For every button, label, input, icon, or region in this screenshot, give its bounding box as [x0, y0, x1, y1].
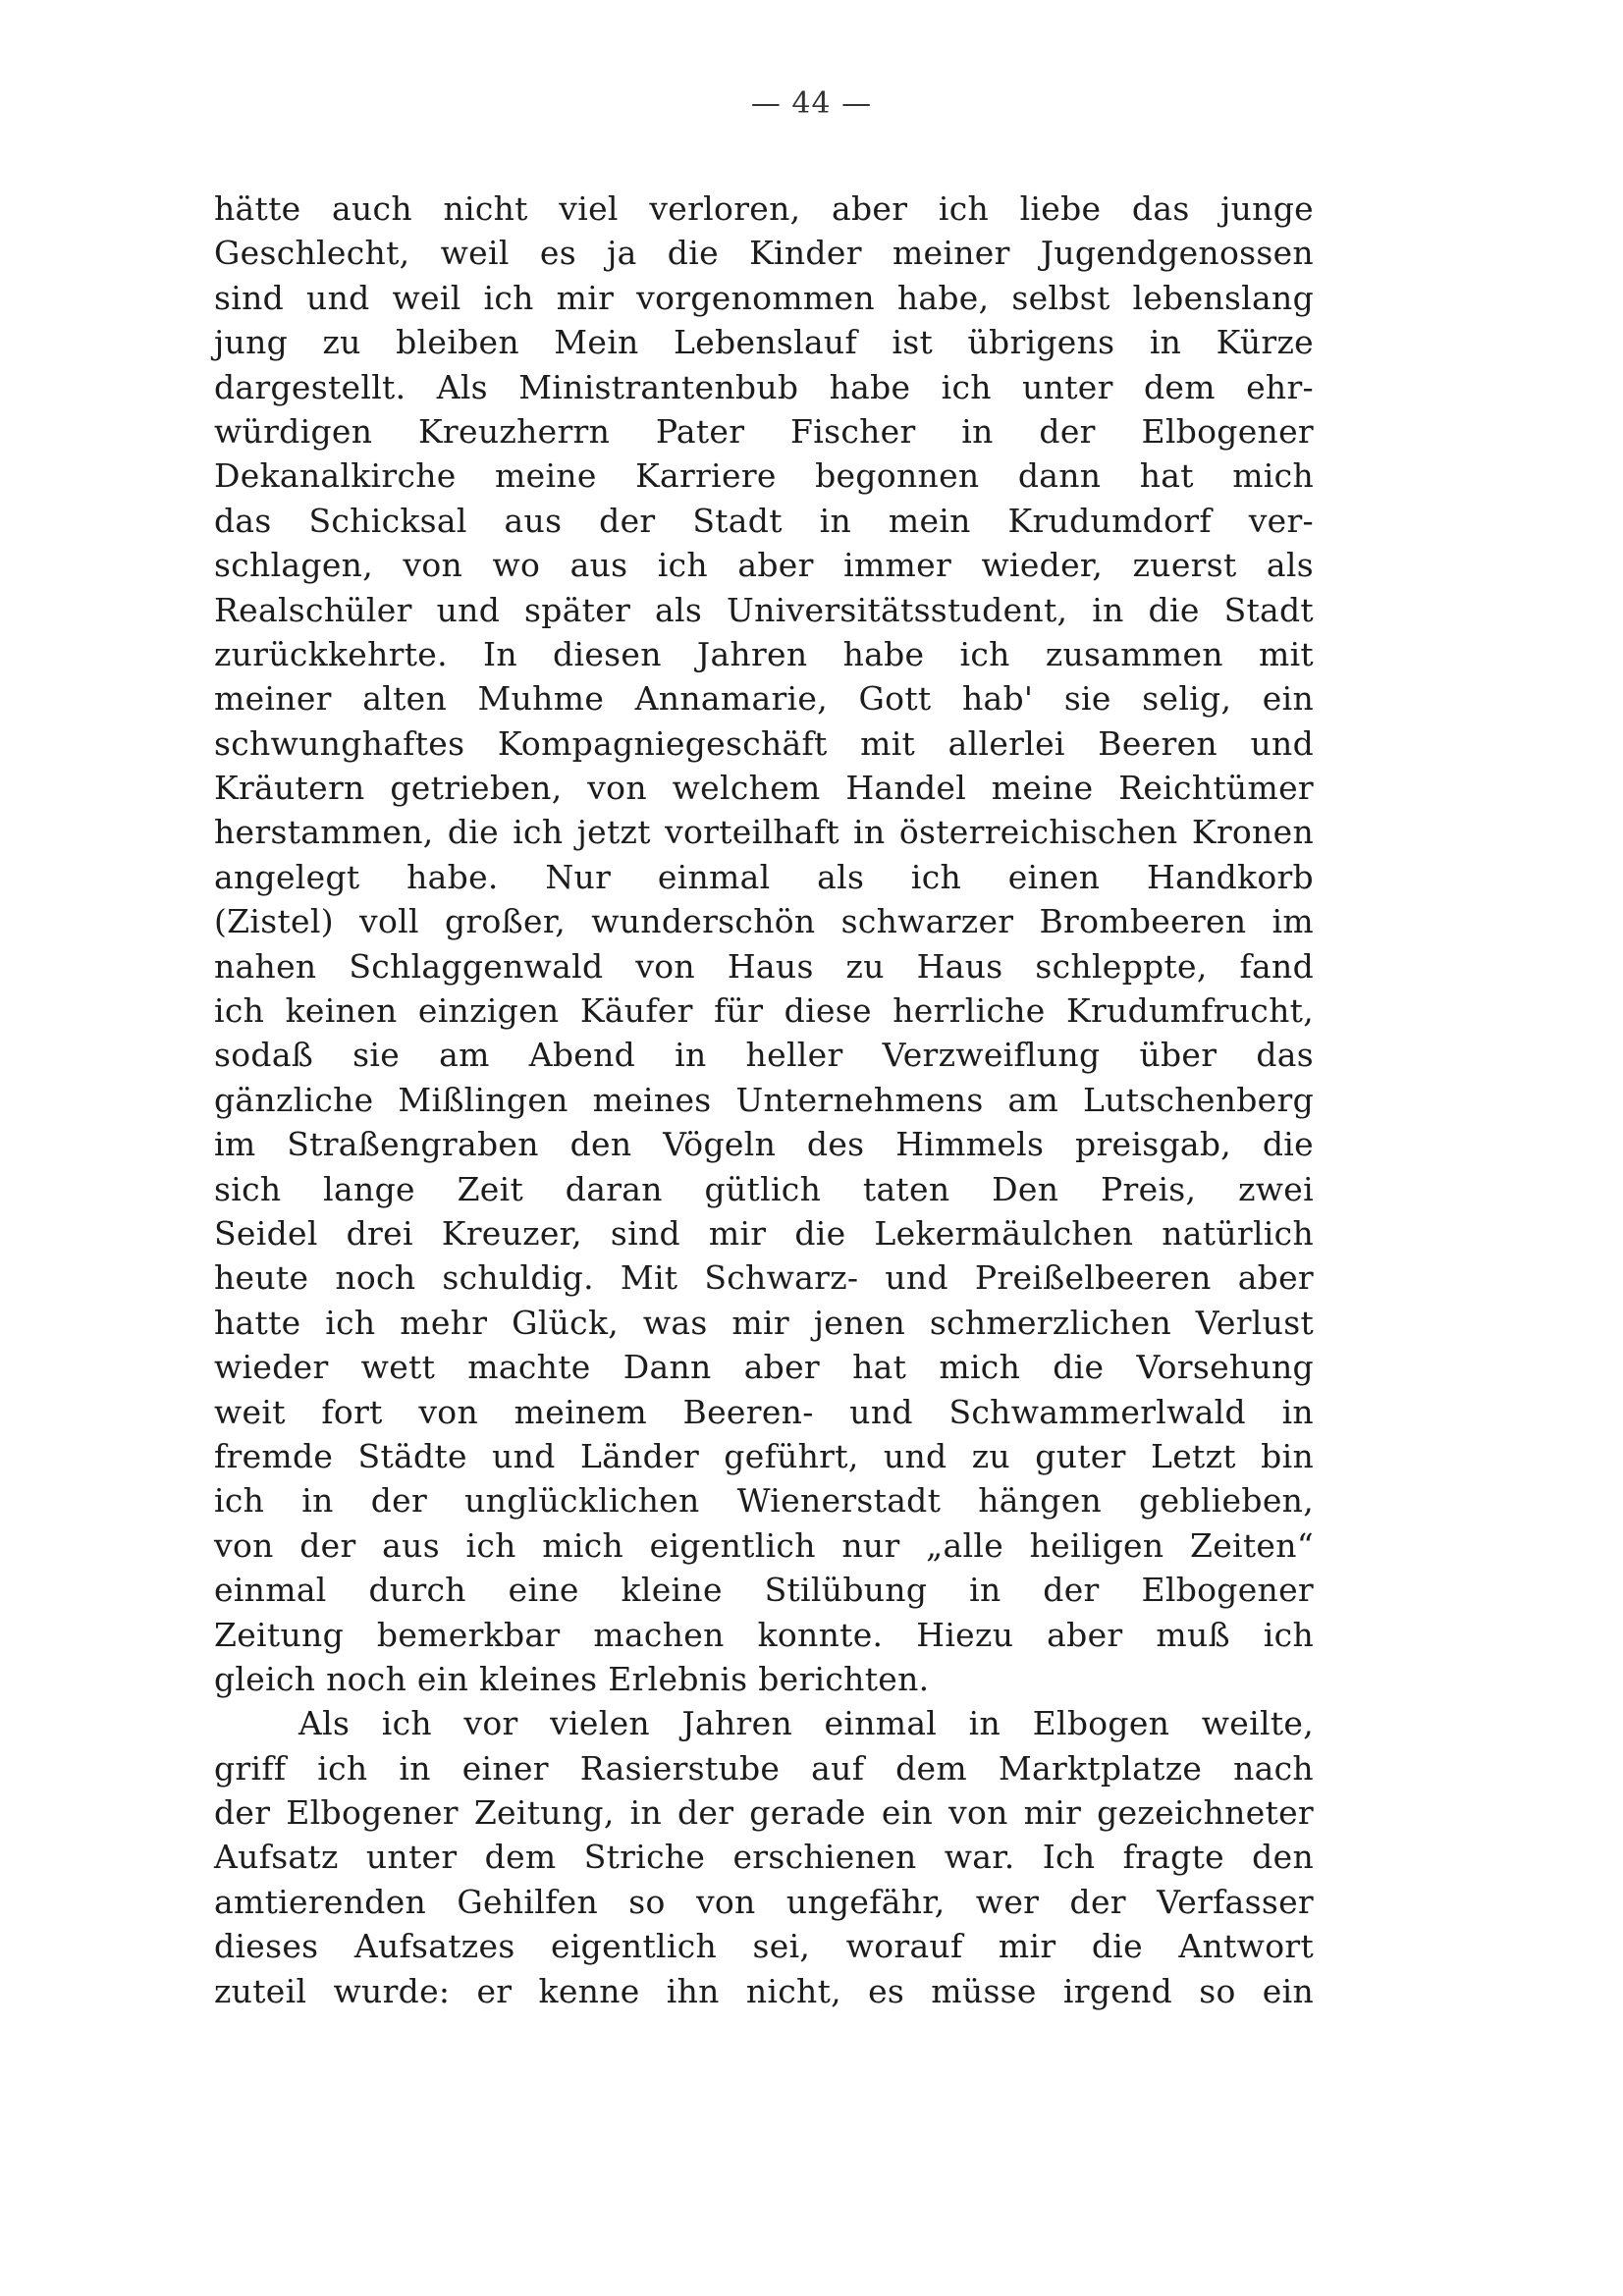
text-line: weit fort von meinem Beeren- und Schwammerlwald in	[214, 1392, 1314, 1431]
text-line: Aufsatz unter dem Striche erschienen war. Ich fragte den	[214, 1838, 1314, 1877]
text-line: einmal durch eine kleine Stilübung in der Elbogener	[214, 1571, 1314, 1610]
body-text	[214, 187, 1314, 2013]
text-line: gänzliche Mißlingen meines Unternehmens am Lutschenberg	[214, 1080, 1314, 1119]
text-line: nahen Schlaggenwald von Haus zu Haus schleppte, fand	[214, 946, 1314, 986]
text-line: das Schicksal aus der Stadt in mein Krudumdorf ver-	[214, 501, 1314, 540]
text-line: ich in der unglücklichen Wienerstadt hängen geblieben,	[214, 1481, 1314, 1521]
text-line: jung zu bleiben Mein Lebenslauf ist übrigens in Kürze	[214, 323, 1314, 362]
text-line: Kräutern getrieben, von welchem Handel meine Reichtümer	[214, 769, 1314, 808]
text-line: Geschlecht, weil es ja die Kinder meiner Jugendgenossen	[214, 234, 1314, 273]
text-line: hatte ich mehr Glück, was mir jenen schmerzlichen Verlust	[214, 1303, 1314, 1342]
text-line: herstammen, die ich jetzt vorteilhaft in österreichischen Kronen	[214, 813, 1314, 852]
text-line: sich lange Zeit daran gütlich taten Den Preis, zwei	[214, 1169, 1314, 1208]
text-line: würdigen Kreuzherrn Pater Fischer in der Elbogener	[214, 411, 1314, 451]
text-line: schlagen, von wo aus ich aber immer wieder, zuerst als	[214, 546, 1314, 585]
text-line: ich keinen einzigen Käufer für diese herrliche Krudumfrucht,	[214, 991, 1314, 1031]
text-line: dargestellt. Als Ministrantenbub habe ich unter dem ehr-	[214, 367, 1314, 406]
page-number: — 44 —	[750, 86, 873, 121]
text-line: schwunghaftes Kompagniegeschäft mit allerlei Beeren und	[214, 723, 1314, 763]
text-line: im Straßengraben den Vögeln des Himmels preisgab, die	[214, 1125, 1314, 1164]
text-line: Als ich vor vielen Jahren einmal in Elbogen weilte,	[298, 1704, 1314, 1743]
text-line: griff ich in einer Rasierstube auf dem Marktplatze nach	[214, 1748, 1314, 1788]
text-line: dieses Aufsatzes eigentlich sei, worauf mir die Antwort	[214, 1927, 1314, 1966]
text-line: von der aus ich mich eigentlich nur „alle heiligen Zeiten“	[214, 1525, 1314, 1565]
text-line: sind und weil ich mir vorgenommen habe, selbst lebenslang	[214, 278, 1314, 317]
text-line: der Elbogener Zeitung, in der gerade ein von mir gezeichneter	[214, 1793, 1314, 1833]
text-line: Zeitung bemerkbar machen konnte. Hiezu aber muß ich	[214, 1615, 1314, 1654]
text-line: (Zistel) voll großer, wunderschön schwarzer Brombeeren im	[214, 902, 1314, 941]
text-line: sodaß sie am Abend in heller Verzweiflung über das	[214, 1036, 1314, 1075]
text-line: Dekanalkirche meine Karriere begonnen dann hat mich	[214, 456, 1314, 496]
text-line: zuteil wurde: er kenne ihn nicht, es müsse irgend so ein	[214, 1971, 1314, 2010]
text-line: angelegt habe. Nur einmal als ich einen Handkorb	[214, 857, 1314, 896]
text-line: hätte auch nicht viel verloren, aber ich liebe das junge	[214, 189, 1314, 228]
text-line: wieder wett machte Dann aber hat mich die Vorsehung	[214, 1348, 1314, 1387]
text-line: zurückkehrte. In diesen Jahren habe ich zusammen mit	[214, 634, 1314, 673]
text-line: heute noch schuldig. Mit Schwarz- und Preißelbeeren aber	[214, 1258, 1314, 1298]
text-line: amtierenden Gehilfen so von ungefähr, wer der Verfasser	[214, 1882, 1314, 1921]
text-line: Realschüler und später als Universitätsstudent, in die Stadt	[214, 590, 1314, 629]
text-line: meiner alten Muhme Annamarie, Gott hab' sie selig, ein	[214, 679, 1314, 719]
text-line: Seidel drei Kreuzer, sind mir die Lekermäulchen natürlich	[214, 1213, 1314, 1253]
text-line: fremde Städte und Länder geführt, und zu guter Letzt bin	[214, 1436, 1314, 1475]
text-line: gleich noch ein kleines Erlebnis berichten.	[214, 1659, 930, 1698]
